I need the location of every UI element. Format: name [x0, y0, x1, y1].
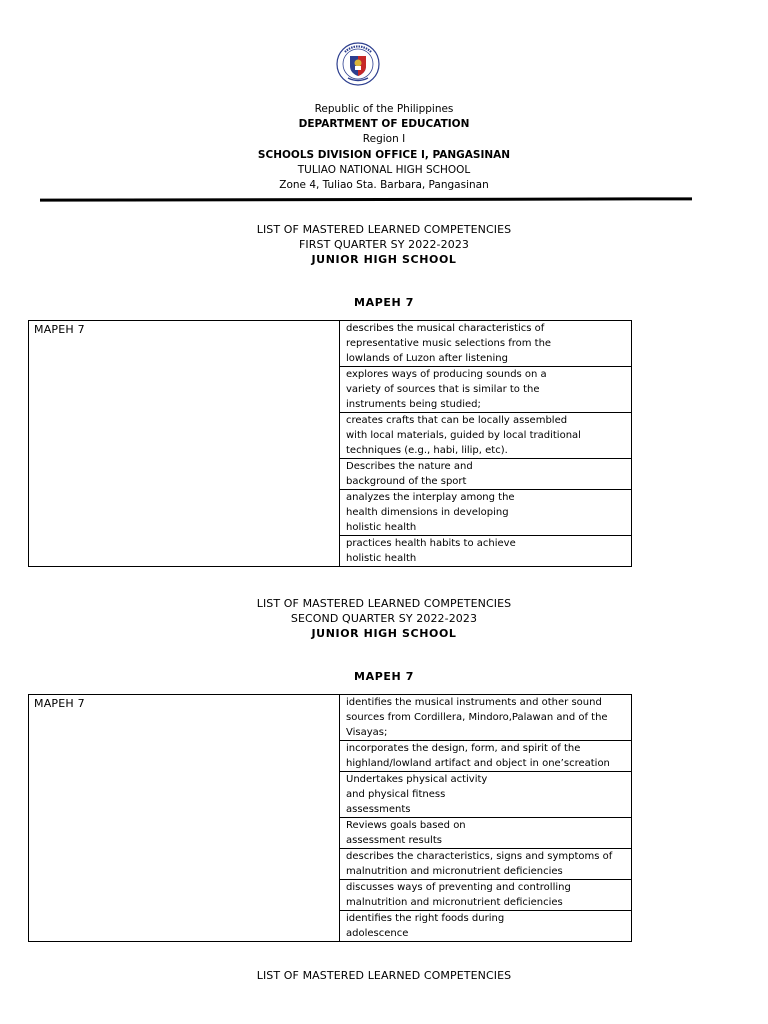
- competency-item: Reviews goals based on assessment results: [340, 818, 632, 849]
- deped-seal-icon: [336, 42, 380, 86]
- school-address: Zone 4, Tuliao Sta. Barbara, Pangasinan: [279, 179, 489, 192]
- section1-subject: MAPEH 7: [354, 296, 414, 309]
- country-line: Republic of the Philippines: [314, 103, 454, 115]
- section2-heading: [0, 596, 768, 641]
- competency-item: analyzes the interplay among the health dimensions in developing holistic health: [340, 490, 632, 536]
- department-line: DEPARTMENT OF EDUCATION: [298, 118, 470, 131]
- section3-title: LIST OF MASTERED LEARNED COMPETENCIES: [256, 969, 512, 982]
- section1-level: JUNIOR HIGH SCHOOL: [311, 253, 457, 266]
- table-row: [29, 321, 632, 367]
- section1-heading: [0, 222, 768, 267]
- section1-quarter: FIRST QUARTER SY 2022-2023: [298, 238, 470, 251]
- section2-title: LIST OF MASTERED LEARNED COMPETENCIES: [256, 597, 512, 610]
- section2-subject: MAPEH 7: [354, 670, 414, 683]
- section3-heading: [0, 968, 768, 983]
- competency-item: describes the characteristics, signs and symptoms of malnutrition and micronutrient deficiencies: [340, 849, 632, 880]
- competency-item: Undertakes physical activity and physical fitness assessments: [340, 772, 632, 818]
- section1-table: [28, 320, 632, 567]
- header-divider: [40, 197, 692, 201]
- section1-title: LIST OF MASTERED LEARNED COMPETENCIES: [256, 223, 512, 236]
- section2-table: [28, 694, 632, 942]
- competency-item: incorporates the design, form, and spirit of the highland/lowland artifact and object in one’screation: [340, 741, 632, 772]
- subject-cell: MAPEH 7: [29, 321, 340, 567]
- competency-item: identifies the musical instruments and other sound sources from Cordillera, Mindoro,Palawan and of the Visayas;: [340, 695, 632, 741]
- table-row: [29, 695, 632, 741]
- letterhead: [0, 102, 768, 193]
- competency-item: creates crafts that can be locally assembled with local materials, guided by local traditional techniques (e.g., habi, lilip, etc).: [340, 413, 632, 459]
- competency-item: practices health habits to achieve holistic health: [340, 536, 632, 567]
- section2-level: JUNIOR HIGH SCHOOL: [311, 627, 457, 640]
- competency-item: Describes the nature and background of the sport: [340, 459, 632, 490]
- school-name: TULIAO NATIONAL HIGH SCHOOL: [297, 163, 471, 176]
- section2-quarter: SECOND QUARTER SY 2022-2023: [290, 612, 478, 625]
- subject-cell: MAPEH 7: [29, 695, 340, 942]
- competency-item: explores ways of producing sounds on a variety of sources that is similar to the instruments being studied;: [340, 367, 632, 413]
- division-line: SCHOOLS DIVISION OFFICE I, PANGASINAN: [257, 148, 511, 161]
- competency-item: discusses ways of preventing and controlling malnutrition and micronutrient deficiencies: [340, 880, 632, 911]
- competency-item: identifies the right foods during adolescence: [340, 911, 632, 942]
- region-line: Region I: [362, 133, 406, 146]
- competency-item: describes the musical characteristics of representative music selections from the lowlands of Luzon after listening: [340, 321, 632, 367]
